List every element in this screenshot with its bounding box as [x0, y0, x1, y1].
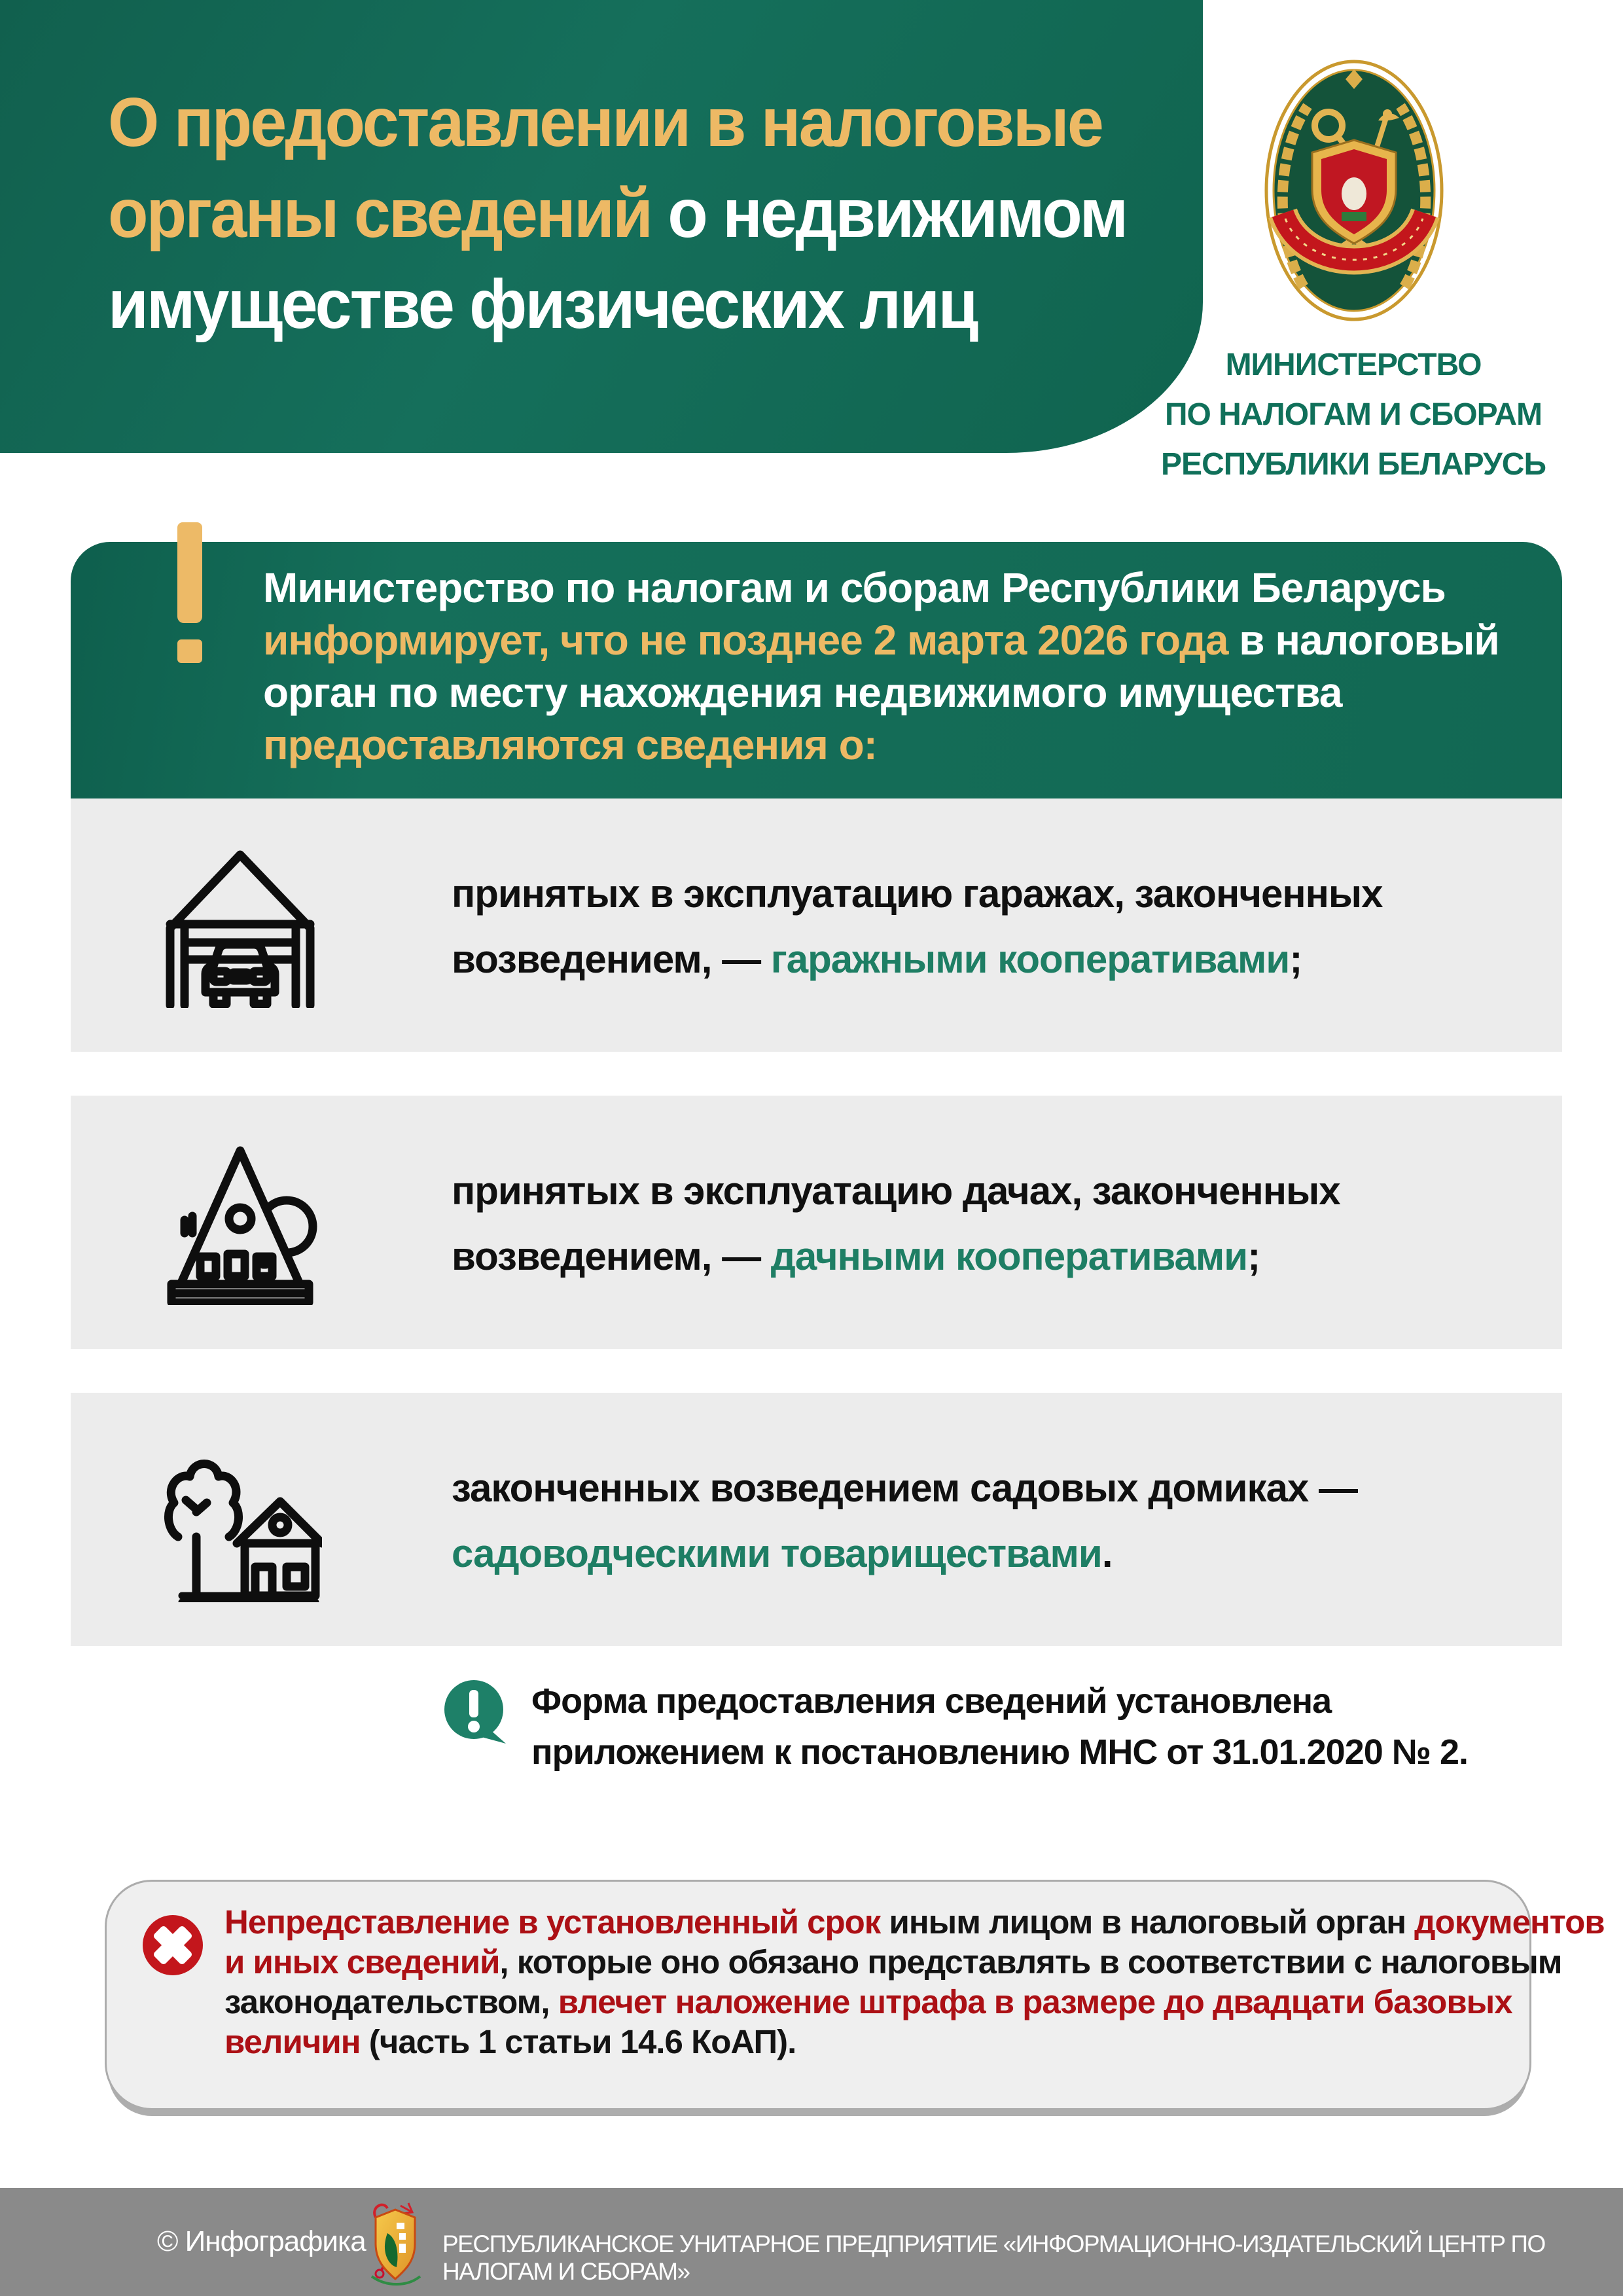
publishing-center-shield-icon — [368, 2200, 423, 2286]
notice-line-4: предоставляются сведения о: — [263, 721, 877, 768]
item-line-1: принятых в эксплуатацию дачах, законченных — [452, 1169, 1340, 1213]
warning-line-2: и иных сведений, которые оно обязано представлять в соответствии с налоговым — [224, 1943, 1562, 1981]
header-banner — [0, 0, 1203, 453]
garage-car-icon — [158, 844, 322, 1008]
ministry-name — [1153, 340, 1554, 490]
item-line-2: возведением, — гаражными кооперативами; — [452, 937, 1302, 981]
footer-copyright: © Инфографика — [157, 2225, 366, 2257]
item-row-dachas — [71, 1096, 1562, 1349]
title-line-2: органы сведений о недвижимом — [108, 175, 1127, 252]
note-line-2: приложением к постановлению МНС от 31.01.2020 № 2. — [531, 1732, 1468, 1772]
red-cross-circle-icon — [143, 1915, 203, 1975]
warning-text — [224, 1902, 1605, 2062]
mns-emblem-icon — [1263, 58, 1445, 323]
warning-line-1: Непредставление в установленный срок иным лицом в налоговый орган документов — [224, 1903, 1605, 1941]
title-line-3: имуществе физических лиц — [108, 266, 977, 343]
item-text — [452, 861, 1382, 992]
warning-line-4: величин (часть 1 статьи 14.6 КоАП). — [224, 2023, 796, 2060]
speech-bubble-exclamation-icon — [444, 1679, 508, 1748]
item-row-garages — [71, 798, 1562, 1052]
title-line-1: О предоставлении в налоговые — [108, 84, 1103, 161]
page-title — [108, 77, 1126, 350]
item-line-2: возведением, — дачными кооперативами; — [452, 1234, 1260, 1278]
ministry-line-3: РЕСПУБЛИКИ БЕЛАРУСЬ — [1161, 447, 1546, 482]
ministry-line-2: ПО НАЛОГАМ И СБОРАМ — [1164, 397, 1543, 432]
item-line-2: садоводческими товариществами. — [452, 1532, 1113, 1575]
notice-line-3: орган по месту нахождения недвижимого имущества — [263, 669, 1342, 716]
item-text — [452, 1158, 1340, 1289]
garden-house-icon — [158, 1439, 322, 1602]
notice-line-2: информирует, что не позднее 2 марта 2026 года в налоговый — [263, 617, 1499, 664]
item-text — [452, 1456, 1357, 1587]
dacha-house-icon — [158, 1141, 322, 1305]
exclamation-mark-icon — [177, 522, 202, 623]
exclamation-dot-icon — [177, 639, 202, 663]
item-line-1: принятых в эксплуатацию гаражах, законченных — [452, 872, 1383, 916]
item-line-1: законченных возведением садовых домиках — — [452, 1466, 1357, 1510]
note-line-1: Форма предоставления сведений установлена — [531, 1681, 1332, 1721]
note-text — [531, 1676, 1468, 1778]
footer-organization: РЕСПУБЛИКАНСКОЕ УНИТАРНОЕ ПРЕДПРИЯТИЕ «ИНФОРМАЦИОННО-ИЗДАТЕЛЬСКИЙ ЦЕНТР ПО НАЛОГАМ И СБОРАМ» — [442, 2231, 1545, 2285]
notice-text — [263, 562, 1499, 771]
warning-line-3: законодательством, влечет наложение штрафа в размере до двадцати базовых — [224, 1983, 1512, 2020]
item-row-garden-houses — [71, 1393, 1562, 1646]
ministry-line-1: МИНИСТЕРСТВО — [1225, 348, 1482, 382]
notice-line-1: Министерство по налогам и сборам Республики Беларусь — [263, 564, 1446, 611]
